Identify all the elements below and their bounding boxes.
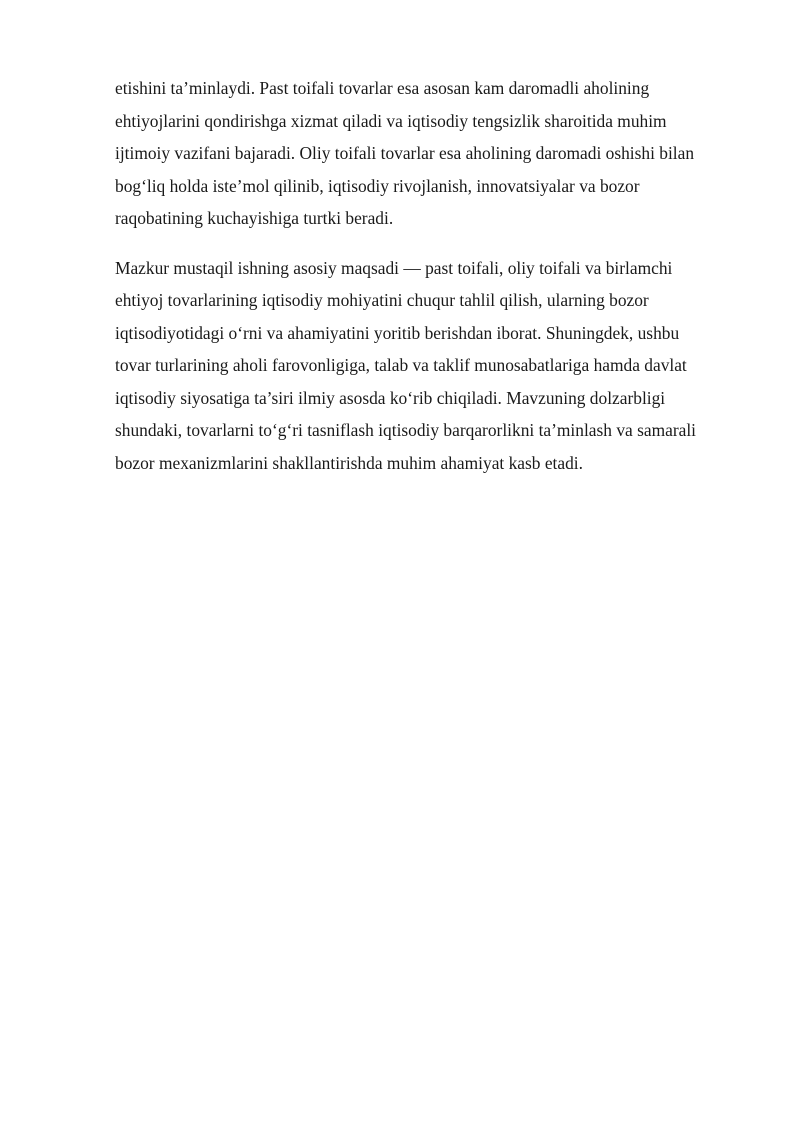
paragraph-line: bog‘liq holda iste’mol qilinib, iqtisodiy rivojlanish, innovatsiyalar va bozor: [115, 175, 640, 196]
paragraph-line: iqtisodiyotidagi o‘rni va ahamiyatini yoritib berishdan iborat. Shuningdek, ushbu: [115, 322, 680, 343]
paragraph-line: shundaki, tovarlarni to‘g‘ri tasniflash iqtisodiy barqarorlikni ta’minlash va samarali: [115, 420, 696, 440]
paragraph-line: iqtisodiy siyosatiga ta’siri ilmiy asosda ko‘rib chiqiladi. Mavzuning dolzarbligi: [115, 387, 666, 408]
paragraph-2: [115, 252, 755, 480]
paragraph-line: ijtimoiy vazifani bajaradi. Oliy toifali tovarlar esa aholining daromadi oshishi bilan: [115, 143, 695, 163]
paragraph-line: Mazkur mustaqil ishning asosiy maqsadi — past toifali, oliy toifali va birlamchi: [115, 257, 673, 278]
paragraph-line: etishini ta’minlaydi. Past toifali tovarlar esa asosan kam daromadli aholining: [115, 78, 650, 98]
paragraph-line: tovar turlarining aholi farovonligiga, talab va taklif munosabatlariga hamda davlat: [115, 355, 687, 375]
document-body: [115, 72, 755, 496]
paragraph-line: raqobatining kuchayishiga turtki beradi.: [115, 208, 394, 228]
paragraph-line: ehtiyoj tovarlarining iqtisodiy mohiyatini chuqur tahlil qilish, ularning bozor: [115, 290, 649, 310]
paragraph-line: bozor mexanizmlarini shakllantirishda muhim ahamiyat kasb etadi.: [115, 452, 583, 473]
paragraph-line: ehtiyojlarini qondirishga xizmat qiladi va iqtisodiy tengsizlik sharoitida muhim: [115, 110, 667, 131]
paragraph-1: [115, 72, 755, 235]
